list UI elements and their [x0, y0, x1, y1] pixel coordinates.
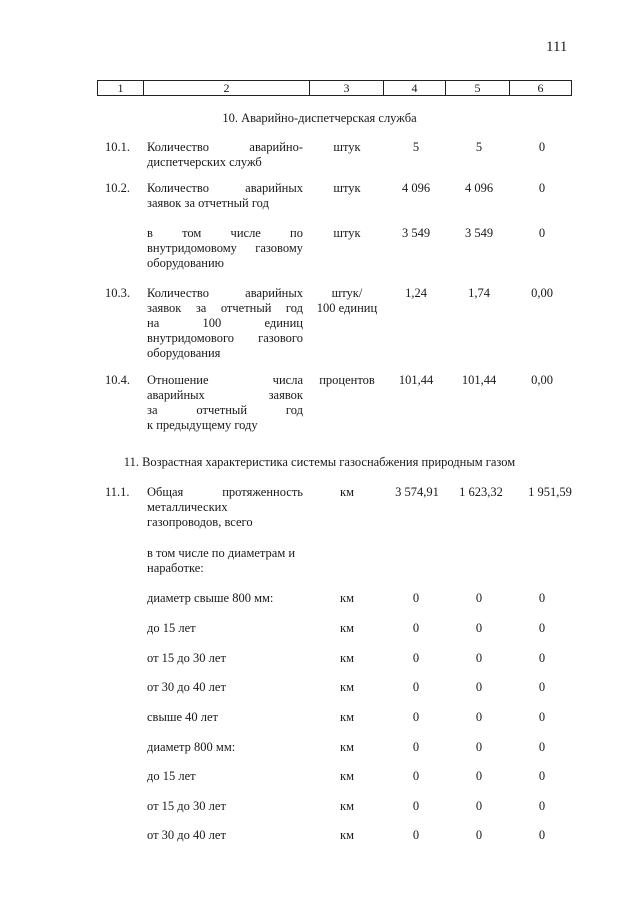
- row-value-5: 3 549: [464, 226, 494, 240]
- row-value-4: 5: [412, 140, 420, 154]
- row-unit: км: [340, 591, 354, 605]
- column-header-5: 5: [446, 81, 510, 96]
- row-name: в том числе по диаметрам и наработке:: [147, 546, 296, 575]
- row-unit: штук: [333, 226, 361, 240]
- row-unit: процентов: [319, 373, 375, 387]
- row-unit: км: [340, 799, 354, 813]
- row-name: от 30 до 40 лет: [147, 680, 226, 694]
- column-header-2: 2: [144, 81, 310, 96]
- row-unit: км: [340, 740, 354, 754]
- row-value-5: 0: [475, 621, 483, 635]
- row-number: 10.4.: [105, 373, 130, 387]
- row-unit: км: [340, 621, 354, 635]
- column-header-1: 1: [98, 81, 144, 96]
- row-value-6: 0,00: [531, 373, 553, 387]
- row-value-6: 0: [538, 226, 546, 240]
- row-unit: км: [340, 828, 354, 842]
- row-number: 10.2.: [105, 181, 130, 195]
- row-value-5: 0: [475, 740, 483, 754]
- row-value-5: 5: [475, 140, 483, 154]
- row-value-4: 0: [412, 680, 420, 694]
- row-value-6: 0: [538, 140, 546, 154]
- row-value-5: 0: [475, 591, 483, 605]
- row-name: от 15 до 30 лет: [147, 651, 226, 665]
- row-unit: км: [340, 769, 354, 783]
- row-value-6: 0: [538, 621, 546, 635]
- row-value-6: 0: [538, 769, 546, 783]
- row-value-5: 0: [475, 651, 483, 665]
- row-value-5: 101,44: [461, 373, 497, 387]
- row-value-6: 0: [538, 651, 546, 665]
- row-name: диаметр 800 мм:: [147, 740, 236, 754]
- row-value-4: 4 096: [401, 181, 431, 195]
- row-name: диаметр свыше 800 мм:: [147, 591, 274, 605]
- row-value-4: 0: [412, 769, 420, 783]
- row-name: Количество аварийно- диспетчерских служб: [147, 140, 303, 169]
- row-value-5: 0: [475, 799, 483, 813]
- row-value-5: 0: [475, 769, 483, 783]
- column-header-4: 4: [384, 81, 446, 96]
- column-header-6: 6: [510, 81, 572, 96]
- row-unit: км: [340, 710, 354, 724]
- row-unit: км: [340, 680, 354, 694]
- row-value-6: 0: [538, 799, 546, 813]
- row-unit: км: [340, 651, 354, 665]
- row-unit: штук/ 100 единиц: [316, 286, 378, 315]
- row-value-4: 0: [412, 651, 420, 665]
- row-value-6: 0: [538, 828, 546, 842]
- row-value-4: 0: [412, 591, 420, 605]
- row-number: 10.3.: [105, 286, 130, 300]
- row-name: в том числе по внутридомовому газовому оборудованию: [147, 226, 303, 270]
- row-value-6: 0: [538, 740, 546, 754]
- row-name: Количество аварийных заявок за отчетный год: [147, 181, 303, 210]
- row-unit: км: [340, 485, 354, 499]
- row-unit: штук: [333, 181, 361, 195]
- page-number: 111: [546, 39, 568, 55]
- row-number: 11.1.: [105, 485, 130, 499]
- row-value-4: 0: [412, 710, 420, 724]
- row-value-4: 101,44: [398, 373, 434, 387]
- row-value-4: 3 574,91: [395, 485, 439, 499]
- column-header-table: [97, 80, 572, 96]
- row-name: до 15 лет: [147, 769, 196, 783]
- row-name: от 15 до 30 лет: [147, 799, 226, 813]
- row-value-5: 1 623,32: [459, 485, 503, 499]
- row-value-5: 0: [475, 710, 483, 724]
- row-value-4: 0: [412, 740, 420, 754]
- row-value-6: 0: [538, 591, 546, 605]
- row-number: 10.1.: [105, 140, 130, 154]
- row-name: до 15 лет: [147, 621, 196, 635]
- row-value-6: 1 951,59: [528, 485, 572, 499]
- row-value-6: 0,00: [531, 286, 553, 300]
- row-value-5: 0: [475, 680, 483, 694]
- section-11-title: 11. Возрастная характеристика системы газоснабжения природным газом: [123, 455, 516, 469]
- row-value-4: 0: [412, 828, 420, 842]
- row-value-5: 4 096: [464, 181, 494, 195]
- row-name: Количество аварийных заявок за отчетный год на 100 единиц внутридомового газового оборудования: [147, 286, 303, 360]
- row-value-4: 0: [412, 799, 420, 813]
- section-10-title: 10. Аварийно-диспетчерская служба: [222, 111, 417, 125]
- row-value-4: 0: [412, 621, 420, 635]
- row-value-6: 0: [538, 181, 546, 195]
- row-name: Общая протяженность металлических газопроводов, всего: [147, 485, 303, 529]
- row-value-6: 0: [538, 710, 546, 724]
- row-value-6: 0: [538, 680, 546, 694]
- row-value-4: 3 549: [401, 226, 431, 240]
- row-name: свыше 40 лет: [147, 710, 219, 724]
- row-name: Отношение числа аварийных заявок за отчетный год к предыдущему году: [147, 373, 303, 432]
- row-name: от 30 до 40 лет: [147, 828, 226, 842]
- column-header-3: 3: [310, 81, 384, 96]
- row-value-5: 1,74: [468, 286, 490, 300]
- row-value-4: 1,24: [405, 286, 427, 300]
- row-value-5: 0: [475, 828, 483, 842]
- row-unit: штук: [333, 140, 361, 154]
